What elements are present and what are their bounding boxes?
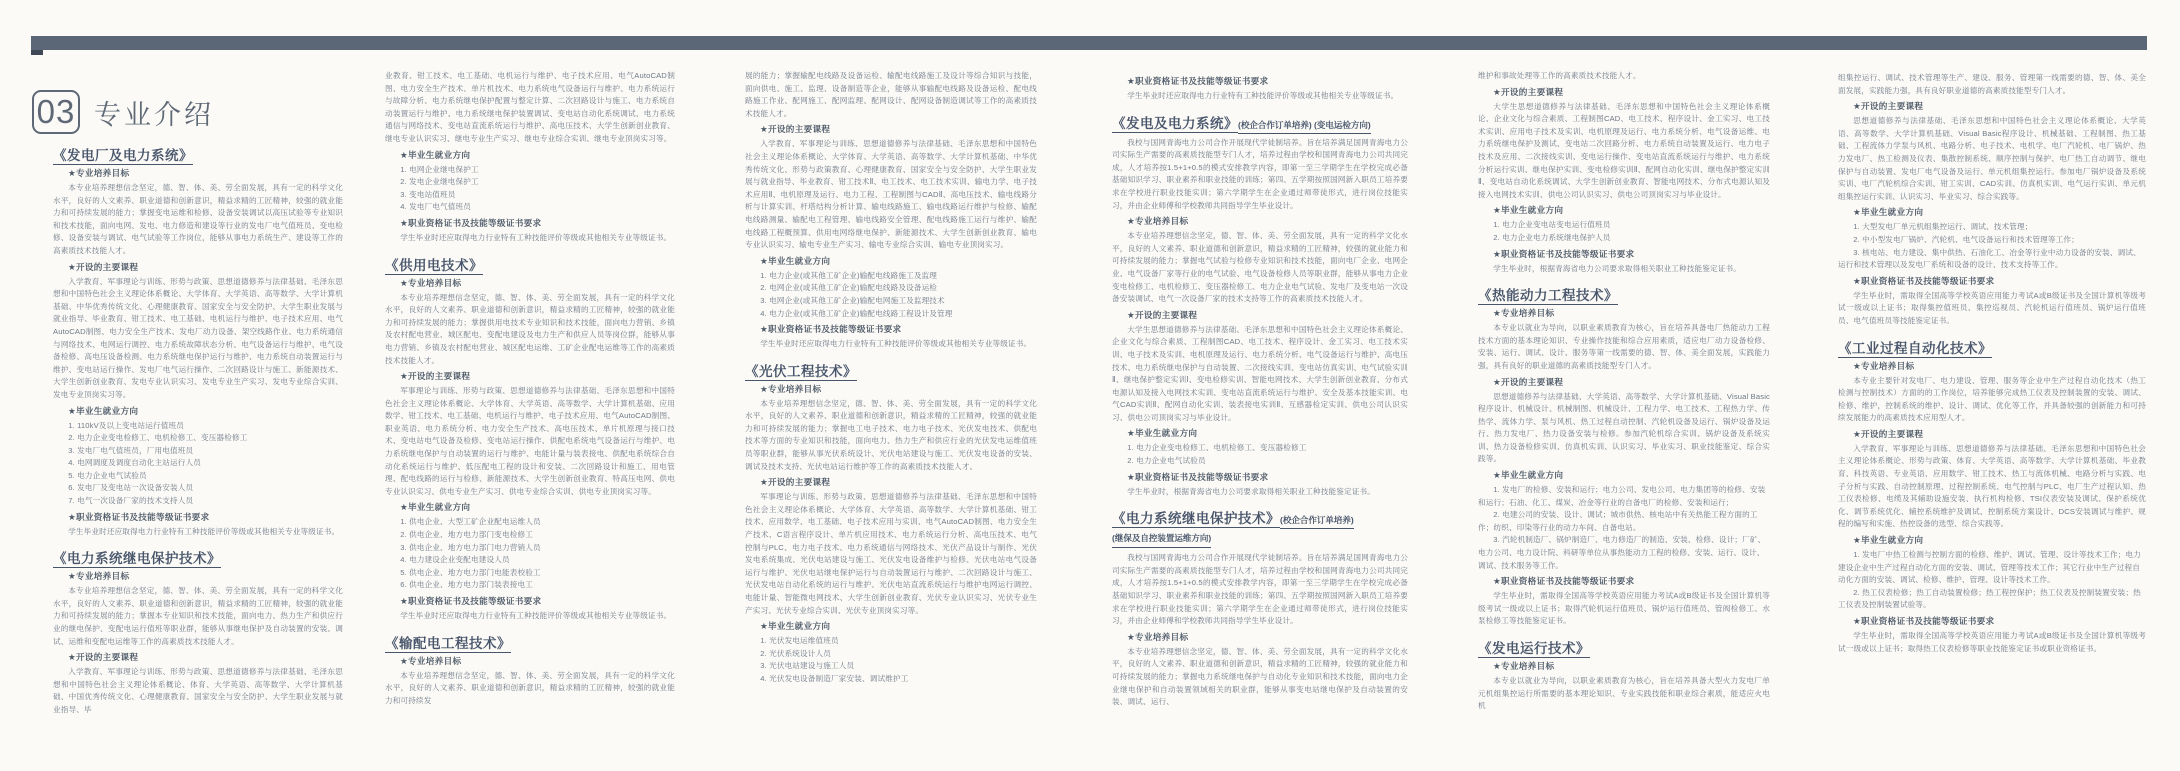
text-column-1 (53, 148, 343, 748)
paragraph: 学生毕业时，根据青海省电力公司要求取得相关职业工种技能鉴定证书。 (1493, 263, 1741, 273)
section-number-badge (32, 90, 80, 134)
section-subhead: ★专业培养目标 (1493, 661, 1555, 671)
section-subhead: ★职业资格证书及技能等级证书要求 (400, 596, 542, 606)
job-item: 7. 电气一次设备厂家的技术支持人员 (68, 496, 194, 506)
section-subhead: ★毕业生就业方向 (1853, 535, 1924, 546)
paragraph: 本专业培养理想信念坚定，德、智、体、美、劳全面发展，具有一定的科学文化水平，良好的人文素养、职业道德和创新意识，精益求精的工匠精神，较强的就业能力和可持续发 (385, 670, 675, 705)
section-title-text: 《工业过程自动化技术》 (1838, 340, 1992, 356)
section-title-text: 《发电及电力系统》 (1112, 115, 1238, 131)
text-column-2 (385, 70, 675, 748)
job-item: 3. 发电厂电气值班员，厂用电值班员 (68, 445, 194, 455)
section-title-text: 《光伏工程技术》 (745, 363, 857, 379)
paragraph: 思想道德修养与法律基础、毛泽东思想和中国特色社会主义理论体系概论、大学英语、高等数学、大学计算机基础、Visual Basic程序设计、机械基础、工程制图、热工基础、工程流体力学泵与风机、电路分析、电子技术、电机学、电厂汽轮机、电厂锅炉、热力发电厂、热工检测及仪表、集散控制系统、顺序控制与保护、电厂热工自动调节、继电保护与自动装置、发电厂电气设备及运行、单元机组集控运行。参加电厂锅炉设备及系统实训、电厂汽轮机综合实训、钳工实训、CAD实训、仿真机实训、电气运行实训、单元机组集控运行实训、认识实习、毕业实习、综合实践等。 (1838, 116, 2146, 201)
paragraph: 我校与国网青海电力公司合作开展现代学徒制培养。旨在培养满足国网青海电力公司实际生产需要的高素质技能型专门人才，培养过程由学校和国网青海电力公司共同完成，人才培养按1.5+1+0.5的模式安排教学内容，即第一至三学期学生在学校完成必备基础知识学习、职业素养和职业技能的训练；第四、五学期按照国网新入职员工培养要求在学校进行职业技能实训；第六学期学生在企业通过师带徒形式，进行岗位技能实习，并由企业师傅和学校教师共同指导学生毕业设计。 (1112, 137, 1408, 210)
section-subhead: ★专业培养目标 (400, 277, 462, 288)
section-subhead: ★毕业生就业方向 (1853, 207, 1924, 218)
job-item: 2. 供电企业、地方电力部门变电检修工 (400, 530, 533, 540)
job-item: 4. 电力企业(或其他工矿企业)输配电线路工程设计及管理 (760, 308, 953, 318)
paragraph: 本专业主要针对发电厂、电力建设、管理、服务等企业中生产过程自动化技术（热工检测与控制技术）方面的的工作岗位，培养能够完成热工仪表及控制装置的安装、调试、检修、维护，控制系统的维护、设计、调试、优化等工作，并具备较强的创新能力和可持续发展能力的高素质技术应用型人才。 (1838, 375, 2146, 423)
section-subhead: ★毕业生就业方向 (1493, 470, 1564, 481)
section-title-suffix-line2: (继保及自控装置运维方向) (1112, 531, 1211, 548)
job-item: 4. 电力建设企业变配电建设人员 (400, 555, 510, 565)
job-item: 4. 光伏发电设备制造厂家安装、调试维护工 (760, 673, 909, 683)
paragraph: 大学生思想道德修养与法律基础、毛泽东思想和中国特色社会主义理论体系概论、企业文化与综合素质、工程制图CAD、电工技术、程序设计、金工实习、电工技术实训、电子技术及实训、电机原理及运行、电力系统分析、电气设备运行与维护、高电压技术、电力系统继电保护与自动装置、二次接线实训、变电站仿真实训、电气试验实训Ⅱ、继电保护整定实训Ⅰ、变电检修实训、智能电网技术、大学生创新创业教育、分布式电源认知及接入电网技术实训、变电站直流系统运行与维护、安全及基本技能实训、电气CAD实训Ⅱ、配网自动化实训、装表接电实训Ⅱ、互感器检定实训、供电公司认识实习、供电公司顶岗实习与毕业设计。 (1112, 324, 1408, 422)
paragraph: 入学教育、军事理论与训练、思想道德修养与法律基础、毛泽东思想和中国特色社会主义理论体系概论、大学体育、大学英语、高等数学、大学计算机基础、中华优秀传统文化、形势与政策教育、心理健康教育、国家安全与安全防护、大学生职业发展与就业指导、毕业教育、钳工技术Ⅱ、电工技术、电工技术实训、输电力学、电子技术应用Ⅱ、电机原理及运行、电力工程、工程制图与CADⅡ、高电压技术、输电线路分析与计算实训、杆塔结构分析计算、输电线路施工、输电线路运行维护与检修、输配电线路测量、输配电工程管理、输电线路安全管理、配电线路施工运行与维护、输配电线路工程概预算、供用电网络继电保护、新能源技术、大学生创新创业教育、输电专业认识实习、输电专业生产实习、输电专业综合实训、输电专业顶岗实习。 (745, 139, 1037, 250)
paragraph: 军事理论与训练、形势与政策、思想道德修养与法律基础、毛泽东思想和中国特色社会主义理论体系概论、大学体育、大学英语、高等数学、大学计算机基础、钳工技术、应用数学、电工基础、电子技术应用与实训、电气AutoCAD制图、电力安全生产技术、C语言程序设计、单片机应用技术、电力系统运行分析、高电压技术、电气控制与PLC、电力电子技术、电力系统通信与网络技术、光伏产品设计与制作、光伏发电系统集成、光伏电站建设与施工、光伏发电设备维护与检修、光伏电站电气设备运行与维护、光伏电站继电保护运行与自动装置运行与维护、二次回路设计与施工、光伏发电站自动化系统的运行与维护、光伏电站直流系统运行与维护电网运行调控、电能计量、智能微电网技术、大学生创新创业教育、光伏专业认识实习、光伏专业生产实习、光伏专业综合实训、光伏专业顶岗实习等。 (745, 492, 1037, 615)
section-subhead: ★开设的主要课程 (1853, 428, 1924, 439)
paragraph: 大学生思想道德修养与法律基础、毛泽东思想和中国特色社会主义理论体系概论、企业文化与综合素质、工程制图CAD、电工技术、程序设计、金工实习、电工技术实训、应用电子技术及实训、电机原理及运行、电力系统分析、电气设备运维、电力系统继电保护及测试、变电站二次回路分析、电力系统自动装置及运行、电力电子技术及应用、二次接线实训、变电运行操作、变电站直流系统运行与维护、电力系统分析运行实训、继电保护实训、变电检修实训Ⅱ、配网自动化实训、继电保护整定实训Ⅱ、变电站自动化系统调试、大学生创新创业教育、智能电网技术、分布式电源认知及接入电网技术实训、供电公司认识实习、供电公司顶岗实习与毕业设计。 (1478, 101, 1770, 199)
paragraph: 入学教育、军事理论与训练、形势与政策、思想道德修养与法律基础、毛泽东思想和中国特色社会主义理论体系概论、大学体育、大学英语、高等数学、大学计算机基础、中华优秀传统文化、心理健康教育、国家安全与安全防护、大学生职业发展与就业指导、毕业教育、钳工技术、电工基础、电机运行与维护、电子技术应用、电气AutoCAD制图、电力安全生产技术、发电厂动力设备、架空线路作业、电力系统通信与网络技术、电网运行调控、电力系统故障状态分析、电气设备运行与维护、电气设备检修、高电压设备检测、电力系统继电保护运行与维护、电力系统自动装置运行与维护、变电站运行操作、发电厂电气运行操作、二次回路设计与施工、新能源技术、大学生创新创业教育、发电专业认识实习、发电专业生产实习、发电专业综合实训、发电专业顶岗实习等。 (53, 276, 343, 399)
section-subhead: ★职业资格证书及技能等级证书要求 (1853, 275, 1995, 286)
section-subhead: ★毕业生就业方向 (400, 149, 471, 160)
paragraph: 业教育、钳工技术、电工基础、电机运行与维护、电子技术应用、电气AutoCAD制图、电力安全生产技术、单片机技术、电力系统电气设备运行与维护、电力系统运行与故障分析、电力系统继电保护配置与整定计算、二次回路设计与施工、电力系统自动装置运行与维护、电力系统继电保护装置调试、变电站自动化系统调试、电力系统通信与网络技术、变电站直流系统运行与维护、高电压技术、大学生创新创业教育、继电专业认识实习、继电专业生产实习、继电专业综合实训、继电专业顶岗实习等。 (385, 71, 675, 143)
job-item: 2. 中小型发电厂锅炉、汽轮机、电气设备运行和技术管理等工作； (1853, 234, 2079, 244)
section-subhead: ★开设的主要课程 (68, 652, 139, 663)
job-item: 1. 发电厂的检修、安装和运行；电力公司、发电公司、电力集团等的检修、安装和运行；石油、化工、煤炭、冶金等行业的自备电厂的检修、安装和运行； (1478, 485, 1766, 507)
section-subhead: ★职业资格证书及技能等级证书要求 (760, 324, 902, 335)
section-subhead: ★毕业生就业方向 (400, 502, 471, 513)
section-subhead: ★专业培养目标 (400, 655, 462, 666)
page-header (32, 82, 214, 134)
job-item: 2. 电力企业电力系统继电保护人员 (1493, 232, 1611, 242)
paragraph: 学生毕业时还应取得电力行业特有工种技能评价等级或其他相关专业等级证书。 (400, 611, 672, 620)
section-title-text: 《电力系统继电保护技术》 (53, 551, 221, 567)
top-accent-bar (31, 36, 2147, 50)
section-title (385, 258, 675, 273)
section-title-text: 《发电运行技术》 (1478, 641, 1590, 656)
paragraph: 军事理论与训练、形势与政策、思想道德修养与法律基础、毛泽东思想和中国特色社会主义理论体系概论、大学体育、大学英语、高等数学、大学计算机基础、应用数学、钳工技术、电工基础、电机运行与维护、电子技术应用、电气AutoCAD制图、职业英语、电力系统分析、电力安全生产技术、高电压技术、单片机原理与接口技术、变电站电气设备及检修、变电站运行操作、供配电系统电气设备运行与维护、电力系统继电保护与自动装置的运行与维护、电能计量与装表接电、供配电系统综合自动化系统运行与维护、低压配电工程的设计和安装、二次回路设计和施工、用电管理、配电线路的运行与检修、新能源技术、大学生创新创业教育、特高压电网、供电专业认识实习、供电专业生产实习、供电专业综合实训、供电专业顶岗实习等。 (385, 386, 675, 496)
section-title (1478, 288, 1770, 303)
text-column-6 (1838, 72, 2146, 748)
paragraph: 组集控运行、调试、技术管理等生产、建设、服务、管理第一线需要的德、智、体、美全面发展，实践能力强，具有良好职业道德的高素质技能型专门人才。 (1838, 73, 2146, 95)
section-subhead: ★专业培养目标 (1127, 216, 1189, 227)
job-item: 6. 发电厂及变电站一次设备安装人员 (68, 483, 194, 493)
paragraph: 学生毕业时还应取得电力行业特有工种技能评价等级或其他相关专业等级证书。 (400, 232, 672, 242)
paragraph: 入学教育、军事理论与训练、思想道德修养与法律基础、毛泽东思想和中国特色社会主义理论体系概论、形势与政策、体育、大学英语、高等数学、大学计算机基础、毕业教育、科技英语、专业英语、应用数学、钳工技术、热工与流体机械、电路分析与实践、电子分析与实践、自动控制原理、过程控制系统、电气控制与PLC、电厂生产过程认知、热工仪表检修、电缆及其辅助设施安装、执行机构检修、TSI仪表安装及调试、保护系统优化、调节系统优化、辅控系统维护及调试、控制系统方案设计、DCS安装调试与维护、规程的编写和实施、热控设备的选型、综合实践等。 (1838, 443, 2146, 529)
section-number: 03 (36, 93, 76, 130)
section-subhead: ★开设的主要课程 (760, 477, 831, 488)
job-item: 3. 电网企业(或其他工矿企业)输配电网施工及监理技术 (760, 295, 945, 305)
section-subhead: ★专业培养目标 (1853, 360, 1915, 371)
section-subhead: ★职业资格证书及技能等级证书要求 (400, 217, 542, 228)
job-item: 1. 110kV及以上变电站运行值班员 (68, 420, 184, 430)
job-item: 6. 供电企业、地方电力部门装表接电工 (400, 580, 533, 590)
section-subhead: ★毕业生就业方向 (760, 621, 831, 632)
section-subhead: ★专业培养目标 (68, 168, 130, 178)
job-item: 2. 电力企业变电检修工、电机检修工、变压器检修工 (68, 433, 248, 443)
text-column-5 (1478, 70, 1770, 750)
section-subhead: ★开设的主要课程 (1493, 376, 1564, 387)
section-title (1838, 341, 2146, 356)
job-item: 3. 光伏电站建设与施工人员 (760, 661, 855, 671)
paragraph: 学生毕业时还应取得电力行业特有工种技能评价等级或其他相关专业等级证书。 (760, 339, 1032, 349)
paragraph: 展的能力；掌握输配电线路及设备运检、输配电线路施工及设计等综合知识与技能，面向供电、施工、监理、设备制造等企业，能够从事输配电线路及设备运检、配电线路施工作业、配网施工、配网监理、配网设计、配网设备制造调试等工作的高素质技术技能人才。 (745, 71, 1037, 118)
section-title (53, 148, 343, 163)
job-item: 1. 大型发电厂单元机组集控运行、调试、技术管理； (1853, 222, 2033, 232)
text-column-4 (1112, 72, 1408, 748)
section-subhead: ★专业培养目标 (1127, 631, 1189, 642)
section-subhead: ★职业资格证书及技能等级证书要求 (1127, 471, 1269, 482)
text-column-3 (745, 70, 1037, 760)
paragraph: 本专业培养理想信念坚定，德、智、体、美、劳全面发展，具有一定的科学文化水平，良好的人文素养、职业道德和创新意识，精益求精的工匠精神，较强的就业能力和可持续发展的能力；掌握本专业知识和技术技能，面向电力、热力生产和供应行业的继电保护、变配电运行值班等职业群，能够从事继电保护及自动装置的安装、调试、运维和变配电运维等工作的高素质技术技能人才。 (53, 586, 343, 646)
job-item: 4. 电网调度及调度自动化主站运行人员 (68, 458, 201, 468)
section-subhead: ★专业培养目标 (760, 383, 822, 394)
job-item: 1. 电网企业继电保护工 (400, 164, 479, 174)
paragraph: 学生毕业时，需取得全国高等学校英语应用能力考试A或B级证书及全国计算机等级考试一级或以上证书；取得热工仪表检修等职业技能鉴定证书或职业资格证书。 (1838, 631, 2146, 653)
section-title-text: 《电力系统继电保护技术》 (1112, 511, 1280, 527)
paragraph: 本专业培养理想信念坚定，德、智、体、美、劳全面发展，具有一定的科学文化水平，良好的人文素养、职业道德和创新意识，精益求精的工匠精神，较强的就业能力和可持续发展的能力；掌握电工电子技术、电力电子技术、光伏发电技术、供配电技术等方面的专业知识和技能，面向电力、热力生产和供应行业的光伏发电运维值班员等职业群，能够从事光伏系统设计、光伏电站建设与施工、光伏发电设备的安装、调试及技术支持、光伏电站运行维护等工作的高素质技术技能人才。 (745, 398, 1037, 471)
section-title (1112, 511, 1408, 548)
paragraph: 学生毕业时，需取得全国高等学校英语应用能力考试A或B级证书及全国计算机等级考试一级或以上证书；取得汽轮机运行值班员、锅炉运行值班员、管阀检修工、水泵检修工等技能鉴定证书。 (1478, 591, 1770, 626)
section-title (385, 636, 675, 651)
paragraph: 学生毕业时还应取得电力行业特有工种技能评价等级或其他相关专业等级证书。 (68, 526, 340, 536)
section-title (1112, 116, 1408, 133)
section-subhead: ★开设的主要课程 (68, 261, 139, 272)
job-item: 2. 发电企业继电保护工 (400, 177, 479, 187)
paragraph: 本专业培养理想信念坚定，德、智、体、美、劳全面发展，具有一定的科学文化水平，良好的人文素养、职业道德和创新意识，精益求精的工匠精神，较强的就业能力和可持续发展的能力；掌握供用电技术专业知识和技术技能，面向电力营销、乡镇及农村配电营业、城区配电、变配电建设及电力生产和供应人员等岗位群，能够从事电力营销、乡镇及农村配电营业、城区配电运维、工矿企业配电运维等工作的高素质技术技能人才。 (385, 292, 675, 365)
paragraph: 思想道德修养与法律基础、大学英语、高等数学、大学计算机基础、Visual Basic程序设计、机械设计、机械制图、机械设计、工程力学、电工技术、工程热力学、传热学、流体力学、泵与风机、热工过程自动控制、汽轮机设备及运行、锅炉设备及运行、热力发电厂、热力设备安装与检修。参加汽轮机综合实训、锅炉设备及系统实训、热力设备检修实训、仿真机实训、认识实习、毕业实习、职业技能鉴定、综合实践等。 (1478, 391, 1770, 464)
paragraph: 本专业培养理想信念坚定，德、智、体、美、劳全面发展，具有一定的科学文化水平，良好的人文素养、职业道德和创新意识，精益求精的工匠精神，较强的就业能力和可持续发展的能力；掌握电力系统继电保护与自动化专业知识和技术技能，面向电力企业继电保护和自动装置领域相关的职业群，能够从事变电站继电保护及自动装置的安装、调试、运行、 (1112, 646, 1408, 707)
section-subhead: ★职业资格证书及技能等级证书要求 (1493, 248, 1635, 259)
job-item: 5. 供电企业、地方电力部门电能表校验工 (400, 567, 541, 577)
section-subhead: ★专业培养目标 (1493, 308, 1555, 319)
section-subhead: ★职业资格证书及技能等级证书要求 (68, 511, 210, 522)
paragraph: 维护和事故处理等工作的高素质技术技能人才。 (1478, 71, 1641, 80)
job-item: 1. 发电厂中热工检测与控制方面的检修、维护、调试、管理、设计等技术工作；电力建设企业中生产过程自动化方面的安装、调试、管理等技术工作；其它行业中生产过程自动化方面的安装、调试、检修、维护、管理、设计等技术工作。 (1838, 550, 2141, 585)
section-subhead: ★毕业生就业方向 (1493, 205, 1564, 216)
section-title-suffix: (校企合作订单培养) (变电运检方向) (1238, 120, 1371, 134)
paragraph: 入学教育、军事理论与训练、形势与政策、思想道德修养与法律基础、毛泽东思想和中国特色社会主义理论体系概论、体育、大学英语、高等数学、大学计算机基础、中国优秀传统文化、心理健康教育、国家安全与安全防护、大学生职业发展与就业指导、毕 (53, 667, 343, 714)
section-subhead: ★毕业生就业方向 (68, 405, 139, 416)
job-item: 1. 电力企业变电检修工、电机检修工、变压器检修工 (1127, 443, 1307, 453)
job-item: 2. 电力企业电气试验员 (1127, 456, 1206, 466)
section-title (1478, 641, 1770, 656)
paragraph: 学生毕业时还应取得电力行业特有工种技能评价等级或其他相关专业等级证书。 (1127, 91, 1399, 100)
paragraph: 本专业以就业为导向，以职业素质教育为核心，旨在培养具备电厂热能动力工程技术方面的基本理论知识、专业操作技能和综合应用素质，适应电厂动力设备检修、安装、运行、调试、设计、服务等第一线需要的德、智、体、美全面发展，实践能力强，具有良好的职业道德的高素质技能型专门人才。 (1478, 323, 1770, 370)
job-item: 1. 供电企业、大型工矿企业配电运维人员 (400, 517, 541, 527)
section-subhead: ★职业资格证书及技能等级证书要求 (1127, 76, 1269, 86)
section-subhead: ★开设的主要课程 (1853, 101, 1924, 112)
job-item: 5. 电力企业电气试验员 (68, 470, 147, 480)
section-title (745, 364, 1037, 379)
section-subhead: ★专业培养目标 (68, 571, 130, 582)
section-title (53, 551, 343, 566)
job-item: 3. 变电站值班员 (400, 189, 456, 199)
top-accent-bar-fold (31, 50, 43, 55)
job-item: 2. 电网企业(或其他工矿企业)输配电线路及设备运检 (760, 283, 938, 293)
paragraph: 我校与国网青海电力公司合作开展现代学徒制培养。旨在培养满足国网青海电力公司实际生产需要的高素质技能型专门人才，培养过程由学校和国网青海电力公司共同完成，人才培养按1.5+1+0.5的模式安排教学内容，即第一至三学期学生在学校完成必备基础知识学习、职业素养和职业技能的训练；第四、五学期按照国网新入职员工培养要求在学校进行职业技能实训；第六学期学生在企业通过师带徒形式，进行岗位技能实习，并由企业师傅和学校教师共同指导学生毕业设计。 (1112, 553, 1408, 626)
section-subhead: ★开设的主要课程 (1493, 86, 1564, 97)
section-title-text: 《供用电技术》 (385, 257, 483, 273)
paragraph: 本专业培养理想信念坚定，德、智、体、美、劳全面发展，具有一定的科学文化水平，良好的人文素养、职业道德和创新意识，精益求精的工匠精神，较强的就业能力和可持续发展的能力；掌握电气试验与检修专业知识和技术技能，面向电厂企业、电网企业、电气设备厂家等行业的电气试验、电气设备检修人员等职业群，能够从事电力企业变电检修工、电机检修工、变压器检修工、电力企业电气试验、发电厂及变电站一次设备安装调试、电气一次设备厂家的技术支持等工作的高素质技术技能人才。 (1112, 231, 1408, 304)
job-item: 1. 电力企业变电站变电运行值班员 (1493, 220, 1611, 230)
section-subhead: ★开设的主要课程 (400, 371, 471, 382)
job-item: 3. 供电企业、地方电力部门电力营销人员 (400, 542, 541, 552)
section-subhead: ★职业资格证书及技能等级证书要求 (1493, 576, 1635, 587)
section-title-text: 《发电厂及电力系统》 (53, 148, 193, 163)
job-item: 2. 光伏系统设计人员 (760, 648, 832, 658)
paragraph: 学生毕业时，根据青海省电力公司要求取得相关职业工种技能鉴定证书。 (1127, 486, 1375, 496)
page-title: 专业介绍 (94, 100, 214, 130)
job-item: 4. 发电厂电气值班员 (400, 202, 472, 212)
paragraph: 本专业以就业为导向，以职业素质教育为核心，旨在培养具备大型火力发电厂单元机组集控运行所需要的基本理论知识、专业实践技能和职业综合素质，能适应火电机 (1478, 676, 1770, 711)
section-subhead: ★开设的主要课程 (1127, 309, 1198, 320)
job-item: 3. 汽轮机制造厂、锅炉制造厂、电力修造厂的制造、安装、检修、设计；厂矿、电力公司、电力设计院、科研等单位从事热能动力工程的检修、安装、运行、设计、调试、技术服务等工作。 (1478, 535, 1766, 570)
section-title-text: 《热能动力工程技术》 (1478, 288, 1618, 304)
section-subhead: ★毕业生就业方向 (1127, 428, 1198, 439)
section-subhead: ★开设的主要课程 (760, 124, 831, 135)
section-title-suffix: (校企合作订单培养) (1280, 515, 1354, 529)
section-title-text: 《输配电工程技术》 (385, 635, 511, 651)
section-subhead: ★毕业生就业方向 (760, 255, 831, 266)
paragraph: 本专业培养理想信念坚定，德、智、体、美、劳全面发展，具有一定的科学文化水平，良好的人文素养、职业道德和创新意识，精益求精的工匠精神，较强的就业能力和可持续发展的能力；掌握变电运维和检修、设备安装调试以高压试验等专业知识和技术技能，面向电网、发电、电力修造和建设等行业的发电厂电气值班员、变电检修、设备安装与调试、电气试验等工作岗位，能够从事电力系统生产、建设等工作的高素质技术技能人才。 (53, 183, 343, 255)
job-item: 1. 光伏发电运维值班员 (760, 636, 839, 646)
job-item: 1. 电力企业(或其他工矿企业)输配电线路施工及监理 (760, 270, 938, 280)
job-item: 2. 电建公司的安装、设计、调试；城市供热、核电站中有关热能工程方面的工作；纺织、印染等行业的动力车间、自备电站。 (1478, 510, 1758, 532)
job-item: 2. 热工仪表检修；热工自动装置检修；热工程控保护；热工仪表及控制装置安装；热工仪表及控制装置试验等。 (1838, 587, 2141, 610)
section-subhead: ★职业资格证书及技能等级证书要求 (1853, 616, 1995, 626)
paragraph: 学生毕业时，需取得全国高等学校英语应用能力考试A或B级证书及全国计算机等级考试一级或以上证书；取得集控值班员、集控巡视员、汽轮机运行值班员、锅炉运行值班员、电气值班员等技能鉴定证书。 (1838, 290, 2146, 325)
job-item: 3. 核电站、电力建设、集中供热、石油化工、冶金等行业中动力设备的安装、调试、运行和技术管理以及发电厂系统和设备的设计、技术支持等工作。 (1838, 247, 2141, 270)
